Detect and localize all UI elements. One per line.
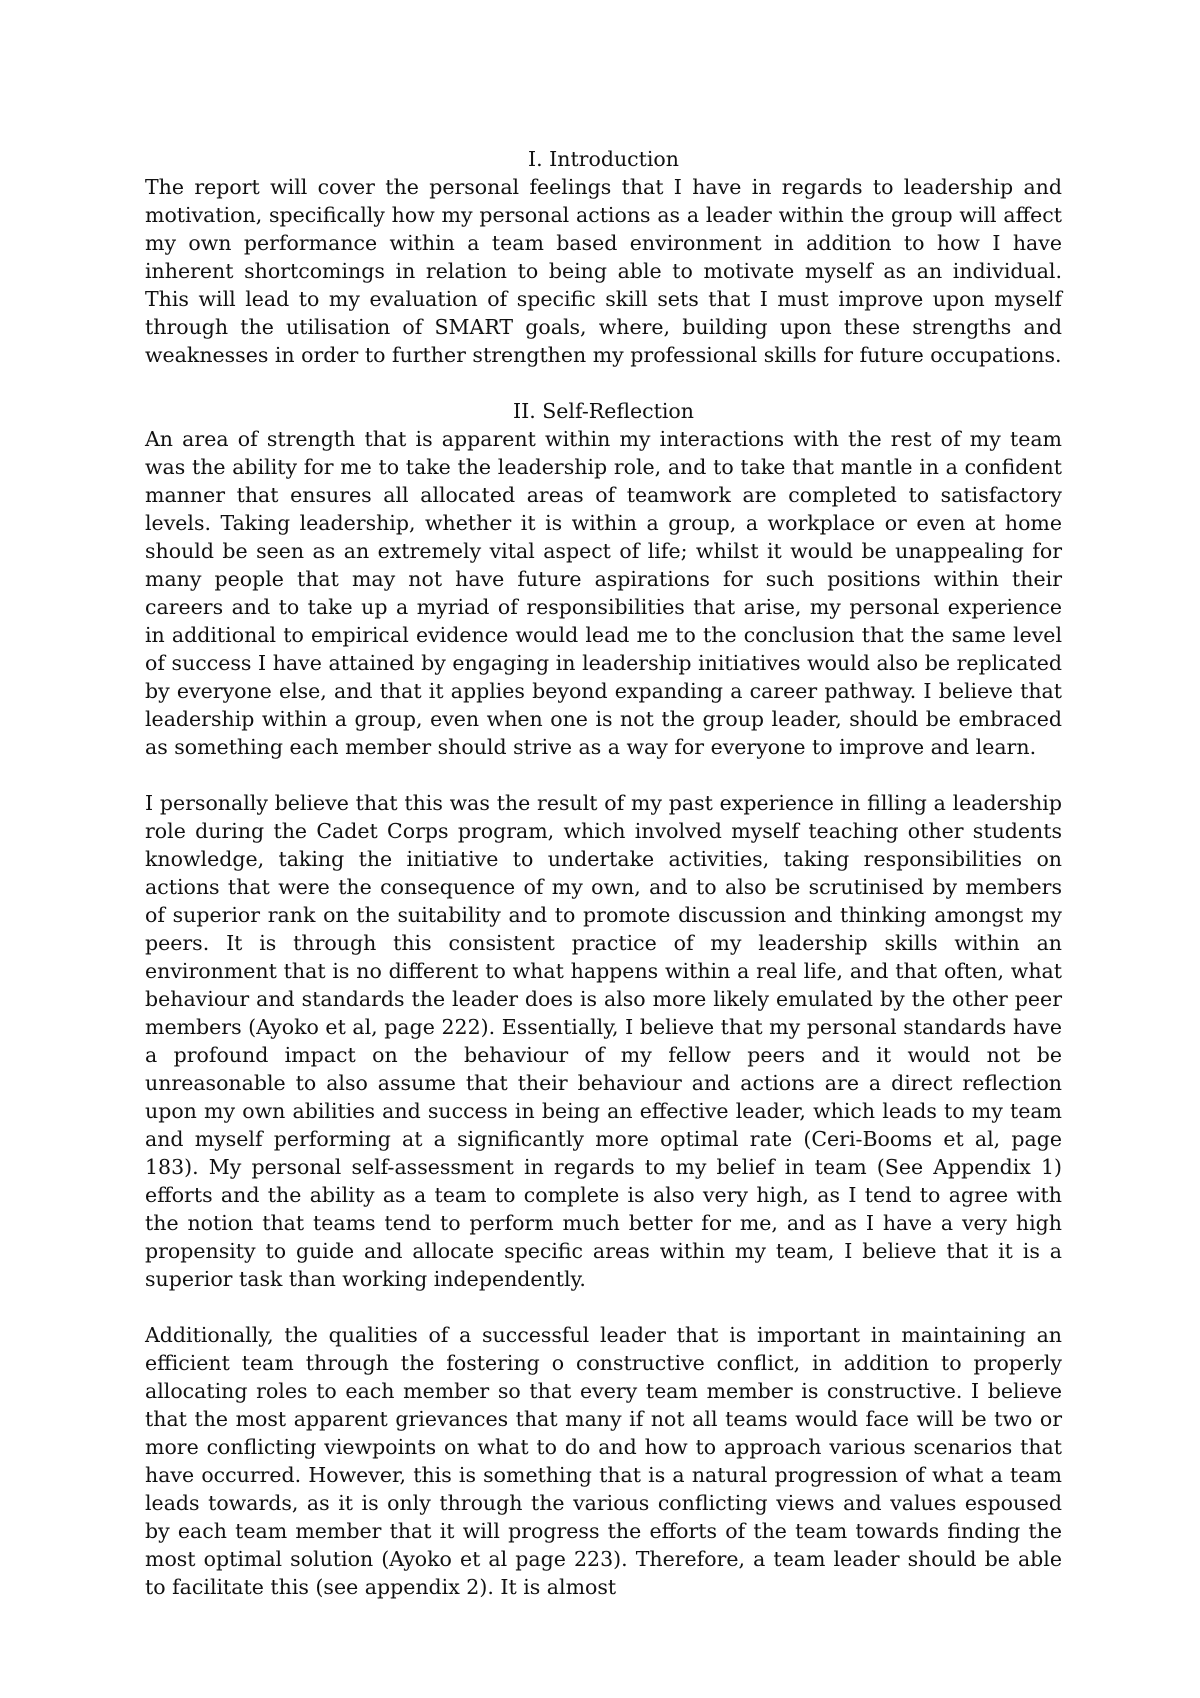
heading-self-reflection: II. Self-Reflection bbox=[513, 399, 694, 423]
section-spacer bbox=[145, 369, 1062, 397]
paragraph-cadet-corps: I personally believe that this was the result of my past experience in filling a leadership role during the Cadet Corps program, which involved myself teaching other students knowledge, taking the initiative to undertake activities, taking responsibilities on actions that were the consequence of my own, and to also be scrutinised by members of superior rank on the suitability and to promote discussion and thinking amongst my peers. It is through this consistent practice of my leadership skills within an environment that is no different to what happens within a real life, and that often, what behaviour and standards the leader does is also more likely emulated by the other peer members (Ayoko et al, page 222). Essentially, I believe that my personal standards have a profound impact on the behaviour of my fellow peers and it would not be unreasonable to also assume that their behaviour and actions are a direct reflection upon my own abilities and success in being an effective leader, which leads to my team and myself performing at a significantly more optimal rate (Ceri-Booms et al, page 183). My personal self-assessment in regards to my belief in team (See Appendix 1) efforts and the ability as a team to complete is also very high, as I tend to agree with the notion that teams tend to perform much better for me, and as I have a very high propensity to guide and allocate specific areas within my team, I believe that it is a superior task than working independently. bbox=[145, 791, 1062, 1291]
paragraph-spacer bbox=[145, 1293, 1062, 1321]
paragraph-spacer bbox=[145, 761, 1062, 789]
document-page bbox=[145, 145, 1062, 1601]
paragraph-introduction: The report will cover the personal feelings that I have in regards to leadership and motivation, specifically how my personal actions as a leader within the group will affect my own performance within a team based environment in addition to how I have inherent shortcomings in relation to being able to motivate myself as an individual. This will lead to my evaluation of specific skill sets that I must improve upon myself through the utilisation of SMART goals, where, building upon these strengths and weaknesses in order to further strengthen my professional skills for future occupations. bbox=[145, 175, 1062, 367]
heading-introduction: I. Introduction bbox=[528, 147, 679, 171]
paragraph-leadership-strength: An area of strength that is apparent within my interactions with the rest of my team was the ability for me to take the leadership role, and to take that mantle in a confident manner that ensures all allocated areas of teamwork are completed to satisfactory levels. Taking leadership, whether it is within a group, a workplace or even at home should be seen as an extremely vital aspect of life; whilst it would be unappealing for many people that may not have future aspirations for such positions within their careers and to take up a myriad of responsibilities that arise, my personal experience in additional to empirical evidence would lead me to the conclusion that the same level of success I have attained by engaging in leadership initiatives would also be replicated by everyone else, and that it applies beyond expanding a career pathway. I believe that leadership within a group, even when one is not the group leader, should be embraced as something each member should strive as a way for everyone to improve and learn. bbox=[145, 427, 1062, 759]
paragraph-constructive-conflict: Additionally, the qualities of a successful leader that is important in maintaining an efficient team through the fostering o constructive conflict, in addition to properly allocating roles to each member so that every team member is constructive. I believe that the most apparent grievances that many if not all teams would face will be two or more conflicting viewpoints on what to do and how to approach various scenarios that have occurred. However, this is something that is a natural progression of what a team leads towards, as it is only through the various conflicting views and values espoused by each team member that it will progress the efforts of the team towards finding the most optimal solution (Ayoko et al page 223). Therefore, a team leader should be able to facilitate this (see appendix 2). It is almost bbox=[145, 1323, 1062, 1599]
